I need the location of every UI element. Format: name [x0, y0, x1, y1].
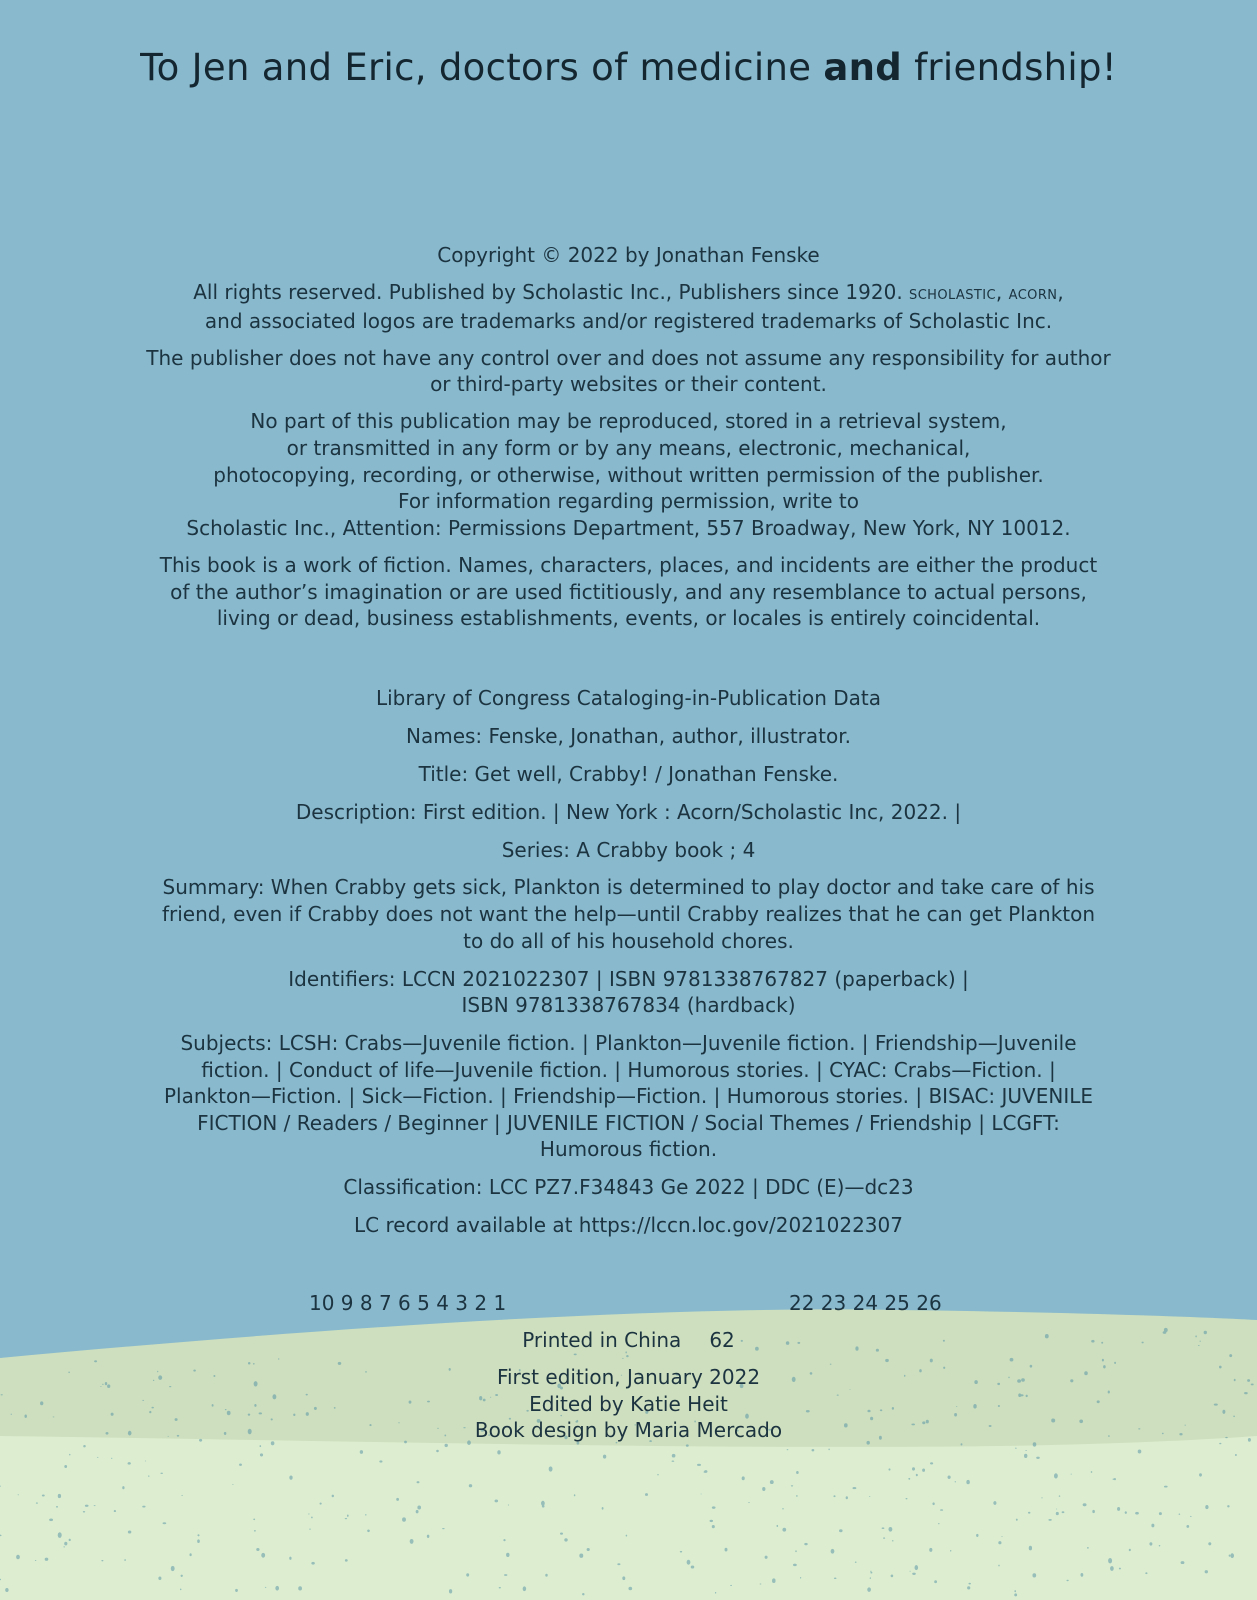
cip-description: Description: First edition. | New York : Acorn/Scholastic Inc, 2022. |	[295, 799, 962, 824]
subjects-line: fiction. | Conduct of life—Juvenile fiction. | Humorous stories. | CYAC: Crabs—Fiction. |	[201, 1057, 1056, 1082]
cip-summary	[110, 874, 1147, 954]
rights-trailing-comma: ,	[1057, 280, 1064, 305]
rights-comma: ,	[995, 280, 1009, 305]
cip-classification: Classification: LCC PZ7.F34843 Ge 2022 | DDC (E)—dc23	[343, 1175, 914, 1200]
cip-title: Title: Get well, Crabby! / Jonathan Fenske.	[418, 761, 839, 786]
fiction-line: This book is a work of fiction. Names, characters, places, and incidents are either the product	[159, 552, 1098, 577]
printed-code: 62	[709, 1328, 735, 1352]
acorn-trademark: acorn	[1008, 283, 1058, 305]
book-design-by: Book design by Maria Mercado	[474, 1418, 783, 1443]
copyright-line: Copyright © 2022 by Jonathan Fenske	[437, 243, 820, 267]
rights-reserved-paragraph	[110, 279, 1147, 334]
subjects-line: FICTION / Readers / Beginner | JUVENILE FICTION / Social Themes / Friendship | LCGFT:	[197, 1110, 1060, 1135]
identifiers-line: ISBN 9781338767834 (hardback)	[461, 993, 796, 1018]
summary-line: to do all of his household chores.	[463, 928, 794, 953]
dedication-text-end: friendship!	[902, 46, 1117, 89]
first-edition: First edition, January 2022	[496, 1365, 761, 1390]
fiction-line: living or dead, business establishments, events, or locales is entirely coincidental.	[216, 606, 1041, 631]
dedication-text: To Jen and Eric, doctors of medicine	[140, 46, 824, 89]
subjects-line: Plankton—Fiction. | Sick—Fiction. | Friendship—Fiction. | Humorous stories. | BISAC: JUVENILE	[163, 1084, 1094, 1109]
cip-lc-record: LC record available at https://lccn.loc.gov/2021022307	[354, 1213, 903, 1238]
publisher-disclaimer-line: or third-party websites or their content.	[430, 372, 827, 397]
subjects-line: Humorous fiction.	[539, 1137, 718, 1162]
edited-by: Edited by Katie Heit	[529, 1391, 728, 1416]
identifiers-line: Identifiers: LCCN 2021022307 | ISBN 9781338767827 (paperback) |	[288, 966, 969, 991]
cip-identifiers	[110, 966, 1147, 1019]
publisher-disclaimer	[110, 345, 1147, 398]
fiction-line: of the author’s imagination or are used fictitiously, and any resemblance to actual persons,	[170, 579, 1087, 604]
cataloging-data-block	[110, 685, 1147, 1250]
permission-line: For information regarding permission, write to	[398, 489, 859, 514]
permission-line: Scholastic Inc., Attention: Permissions Department, 557 Broadway, New York, NY 10012.	[186, 515, 1071, 540]
dedication	[0, 46, 1257, 89]
summary-line: Summary: When Crabby gets sick, Plankton is determined to play doctor and take care of his	[162, 875, 1095, 900]
permission-paragraph	[110, 408, 1147, 541]
permission-line: photocopying, recording, or otherwise, without written permission of the publisher.	[213, 462, 1044, 487]
printing-line-numbers: 10 9 8 7 6 5 4 3 2 1	[309, 1291, 507, 1315]
scholastic-trademark: scholastic	[909, 283, 996, 305]
permission-line: or transmitted in any form or by any means, electronic, mechanical,	[286, 436, 971, 461]
publisher-disclaimer-line: The publisher does not have any control over and does not assume any responsibility for author	[146, 345, 1111, 370]
cip-series: Series: A Crabby book ; 4	[501, 837, 756, 862]
printed-in-line	[110, 1327, 1147, 1354]
printed-in: Printed in China	[522, 1328, 682, 1352]
dedication-bold-word: and	[823, 46, 903, 89]
cip-names: Names: Fenske, Jonathan, author, illustrator.	[406, 723, 851, 748]
rights-text: All rights reserved. Published by Scholastic Inc., Publishers since 1920.	[193, 280, 910, 305]
summary-line: friend, even if Crabby does not want the help—until Crabby realizes that he can get Plankton	[161, 902, 1096, 927]
cip-heading: Library of Congress Cataloging-in-Publication Data	[375, 686, 882, 710]
fiction-disclaimer	[110, 552, 1147, 632]
printing-year-numbers: 22 23 24 25 26	[789, 1291, 942, 1315]
cip-subjects	[110, 1030, 1147, 1163]
permission-line: No part of this publication may be reproduced, stored in a retrieval system,	[250, 409, 1007, 434]
subjects-line: Subjects: LCSH: Crabs—Juvenile fiction. | Plankton—Juvenile fiction. | Friendship—Juvenile	[180, 1031, 1077, 1056]
trademarks-text: and associated logos are trademarks and/or registered trademarks of Scholastic Inc.	[204, 308, 1053, 333]
printing-credits	[110, 1327, 1147, 1444]
copyright-block	[110, 242, 1147, 642]
